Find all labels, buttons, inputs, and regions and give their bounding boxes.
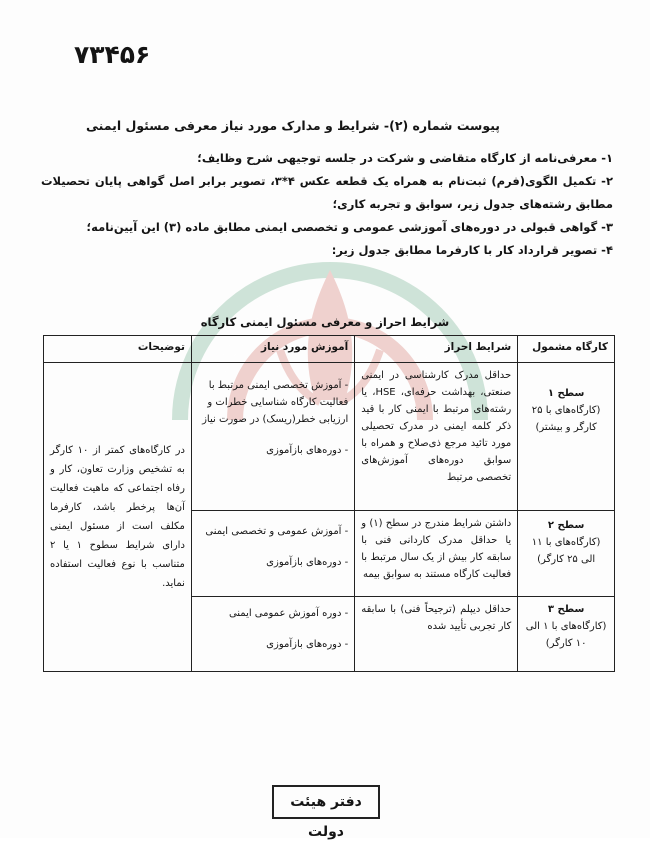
criteria-cell: داشتن شرایط مندرج در سطح (۱) و یا حداقل مدرک کاردانی فنی با سابقه کار بیش از یک سال مرتبط با فعالیت کارگاه مستند به سوابق بیمه — [355, 511, 518, 597]
header-workshop: کارگاه مشمول — [518, 336, 615, 363]
table-caption: شرایط احراز و معرفی مسئول ایمنی کارگاه — [200, 315, 450, 329]
level-title: سطح ۲ — [547, 520, 585, 531]
workshop-cell — [518, 597, 615, 672]
criteria-cell: حداقل دیپلم (ترجیحاً فنی) با سابقه کار تجربی تأیید شده — [355, 597, 518, 672]
level-title: سطح ۳ — [547, 604, 585, 615]
header-training: آموزش مورد نیاز — [191, 336, 354, 363]
list-item: ۱- معرفی‌نامه از کارگاه متقاضی و شرکت در جلسه توجیهی شرح وظایف؛ — [197, 151, 613, 165]
training-item: - دوره‌های بازآموزی — [266, 639, 349, 650]
training-item: - آموزش تخصصی ایمنی مرتبط با فعالیت کارگاه شناسایی خطرات و ارزیابی خطر(ریسک) در صورت نیاز — [202, 380, 349, 425]
notes-cell: در کارگاه‌های کمتر از ۱۰ کارگر به تشخیص وزارت تعاون، کار و رفاه اجتماعی که ماهیت فعالیت آن‌ها پرخطر باشد، کارفرما مکلف است از مسئول ایمنی دارای شرایط سطوح ۱ یا ۲ متناسب با نوع فعالیت استفاده نماید. — [44, 363, 192, 672]
requirements-table — [43, 335, 615, 672]
list-item: ۳- گواهی قبولی در دوره‌های آموزشی عمومی و تخصصی ایمنی مطابق ماده (۳) این آیین‌نامه؛ — [86, 220, 613, 234]
training-cell — [191, 511, 354, 597]
list-item: ۴- تصویر قرارداد کار با کارفرما مطابق جدول زیر: — [331, 243, 613, 257]
office-stamp: دفتر هیئت دولت — [272, 785, 380, 819]
level-title: سطح ۱ — [547, 388, 585, 399]
requirements-list — [41, 147, 613, 262]
header-criteria: شرایط احراز — [355, 336, 518, 363]
training-item: - دوره آموزش عمومی ایمنی — [228, 608, 349, 619]
level-description: (کارگاه‌های با ۱۱ الی ۲۵ کارگر) — [531, 537, 601, 565]
table-row — [44, 363, 615, 511]
level-description: (کارگاه‌های با ۲۵ کارگر و بیشتر) — [531, 405, 601, 433]
level-description: (کارگاه‌های با ۱ الی ۱۰ کارگر) — [525, 621, 607, 649]
training-item: - دوره‌های بازآموزی — [266, 557, 349, 568]
workshop-cell — [518, 511, 615, 597]
training-cell — [191, 363, 354, 511]
training-item: - آموزش عمومی و تخصصی ایمنی — [205, 526, 349, 537]
document-number: ۷۳۴۵۶ — [74, 40, 151, 69]
workshop-cell — [518, 363, 615, 511]
training-cell — [191, 597, 354, 672]
table-header-row — [44, 336, 615, 363]
training-item: - دوره‌های بازآموزی — [266, 445, 349, 456]
page-title: پیوست شماره (۲)- شرایط و مدارک مورد نیاز معرفی مسئول ایمنی — [86, 118, 500, 133]
criteria-cell: حداقل مدرک کارشناسی در ایمنی صنعتی، بهداشت حرفه‌ای، HSE، یا رشته‌های مرتبط با ایمنی کار با قید ذکر کلمه ایمنی در مدرک تحصیلی مورد تائید مرجع ذی‌صلاح و همراه با سوابق دوره‌های آموزش‌های تخصصی مرتبط — [355, 363, 518, 511]
header-notes: توضیحات — [44, 336, 192, 363]
list-item: ۲- تکمیل الگوی(فرم) ثبت‌نام به همراه یک قطعه عکس ۴*۳، تصویر برابر اصل گواهی پایان تحصیلات مطابق رشته‌های جدول زیر، سوابق و تجربه کاری؛ — [41, 174, 613, 211]
